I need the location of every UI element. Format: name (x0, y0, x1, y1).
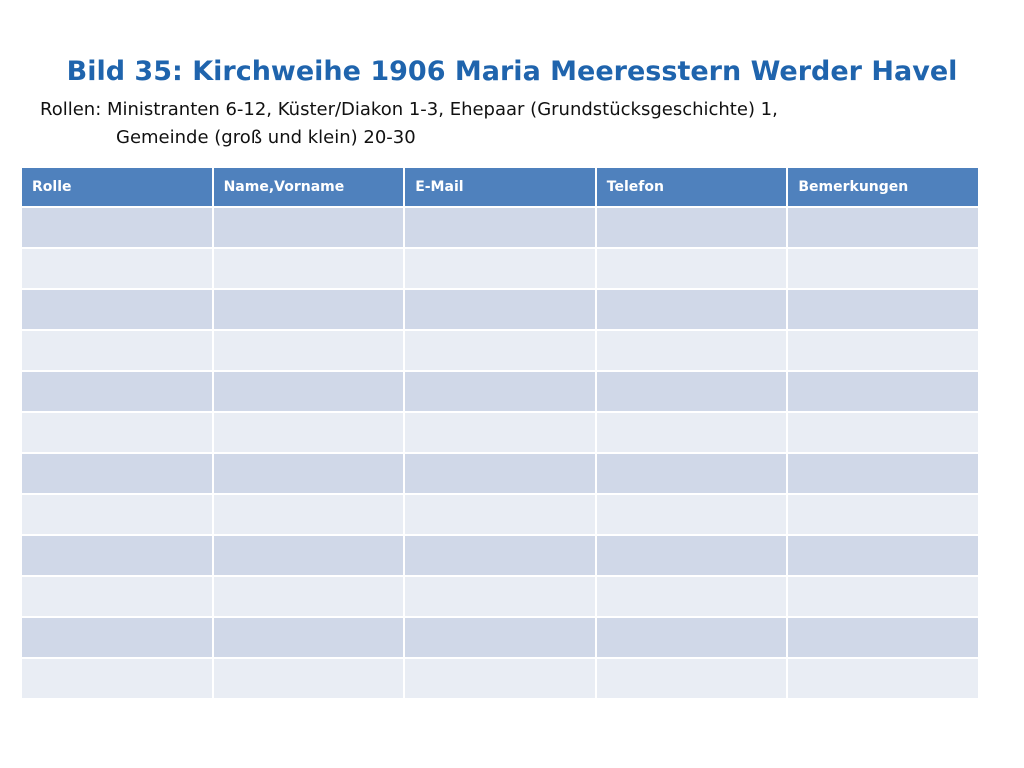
cell-telefon[interactable] (596, 248, 788, 289)
table-row (21, 453, 979, 494)
cell-name[interactable] (213, 330, 405, 371)
cell-telefon[interactable] (596, 453, 788, 494)
signup-table (20, 166, 980, 700)
page-title: Bild 35: Kirchweihe 1906 Maria Meeresstern Werder Havel (66, 56, 958, 87)
roles-description-line-1: Rollen: Ministranten 6-12, Küster/Diakon 1-3, Ehepaar (Grundstücksgeschichte) 1, (40, 99, 778, 120)
roles-description (40, 96, 980, 152)
cell-bemerkungen[interactable] (787, 289, 979, 330)
cell-name[interactable] (213, 617, 405, 658)
cell-email[interactable] (404, 617, 596, 658)
cell-rolle[interactable] (21, 453, 213, 494)
table-body (21, 207, 979, 699)
column-header-name: Name,Vorname (213, 167, 405, 207)
cell-rolle[interactable] (21, 658, 213, 699)
cell-name[interactable] (213, 412, 405, 453)
table-row (21, 658, 979, 699)
table-row (21, 412, 979, 453)
cell-name[interactable] (213, 371, 405, 412)
cell-name[interactable] (213, 576, 405, 617)
cell-rolle[interactable] (21, 248, 213, 289)
cell-telefon[interactable] (596, 576, 788, 617)
cell-name[interactable] (213, 494, 405, 535)
column-header-email: E-Mail (404, 167, 596, 207)
cell-email[interactable] (404, 248, 596, 289)
table-row (21, 494, 979, 535)
cell-telefon[interactable] (596, 330, 788, 371)
cell-telefon[interactable] (596, 535, 788, 576)
table-row (21, 330, 979, 371)
cell-name[interactable] (213, 207, 405, 248)
cell-rolle[interactable] (21, 494, 213, 535)
cell-bemerkungen[interactable] (787, 330, 979, 371)
cell-email[interactable] (404, 494, 596, 535)
cell-rolle[interactable] (21, 289, 213, 330)
cell-name[interactable] (213, 453, 405, 494)
cell-email[interactable] (404, 207, 596, 248)
cell-bemerkungen[interactable] (787, 494, 979, 535)
cell-email[interactable] (404, 412, 596, 453)
cell-name[interactable] (213, 289, 405, 330)
cell-rolle[interactable] (21, 330, 213, 371)
table-row (21, 617, 979, 658)
cell-email[interactable] (404, 535, 596, 576)
table-row (21, 248, 979, 289)
cell-name[interactable] (213, 248, 405, 289)
cell-telefon[interactable] (596, 412, 788, 453)
cell-email[interactable] (404, 576, 596, 617)
cell-bemerkungen[interactable] (787, 371, 979, 412)
cell-bemerkungen[interactable] (787, 617, 979, 658)
table-header-row (21, 167, 979, 207)
cell-bemerkungen[interactable] (787, 412, 979, 453)
column-header-bemerkungen: Bemerkungen (787, 167, 979, 207)
cell-rolle[interactable] (21, 617, 213, 658)
cell-bemerkungen[interactable] (787, 576, 979, 617)
cell-telefon[interactable] (596, 658, 788, 699)
cell-bemerkungen[interactable] (787, 453, 979, 494)
cell-email[interactable] (404, 453, 596, 494)
cell-rolle[interactable] (21, 207, 213, 248)
cell-rolle[interactable] (21, 576, 213, 617)
column-header-rolle: Rolle (21, 167, 213, 207)
cell-telefon[interactable] (596, 617, 788, 658)
table-row (21, 207, 979, 248)
cell-bemerkungen[interactable] (787, 535, 979, 576)
cell-telefon[interactable] (596, 289, 788, 330)
cell-rolle[interactable] (21, 371, 213, 412)
cell-email[interactable] (404, 289, 596, 330)
cell-name[interactable] (213, 658, 405, 699)
cell-telefon[interactable] (596, 207, 788, 248)
table-row (21, 289, 979, 330)
cell-name[interactable] (213, 535, 405, 576)
cell-rolle[interactable] (21, 412, 213, 453)
cell-email[interactable] (404, 371, 596, 412)
column-header-telefon: Telefon (596, 167, 788, 207)
cell-bemerkungen[interactable] (787, 248, 979, 289)
cell-telefon[interactable] (596, 494, 788, 535)
cell-email[interactable] (404, 330, 596, 371)
table-row (21, 371, 979, 412)
roles-description-line-2: Gemeinde (groß und klein) 20-30 (116, 127, 416, 148)
cell-telefon[interactable] (596, 371, 788, 412)
cell-rolle[interactable] (21, 535, 213, 576)
table-row (21, 576, 979, 617)
cell-email[interactable] (404, 658, 596, 699)
cell-bemerkungen[interactable] (787, 658, 979, 699)
table-row (21, 535, 979, 576)
cell-bemerkungen[interactable] (787, 207, 979, 248)
